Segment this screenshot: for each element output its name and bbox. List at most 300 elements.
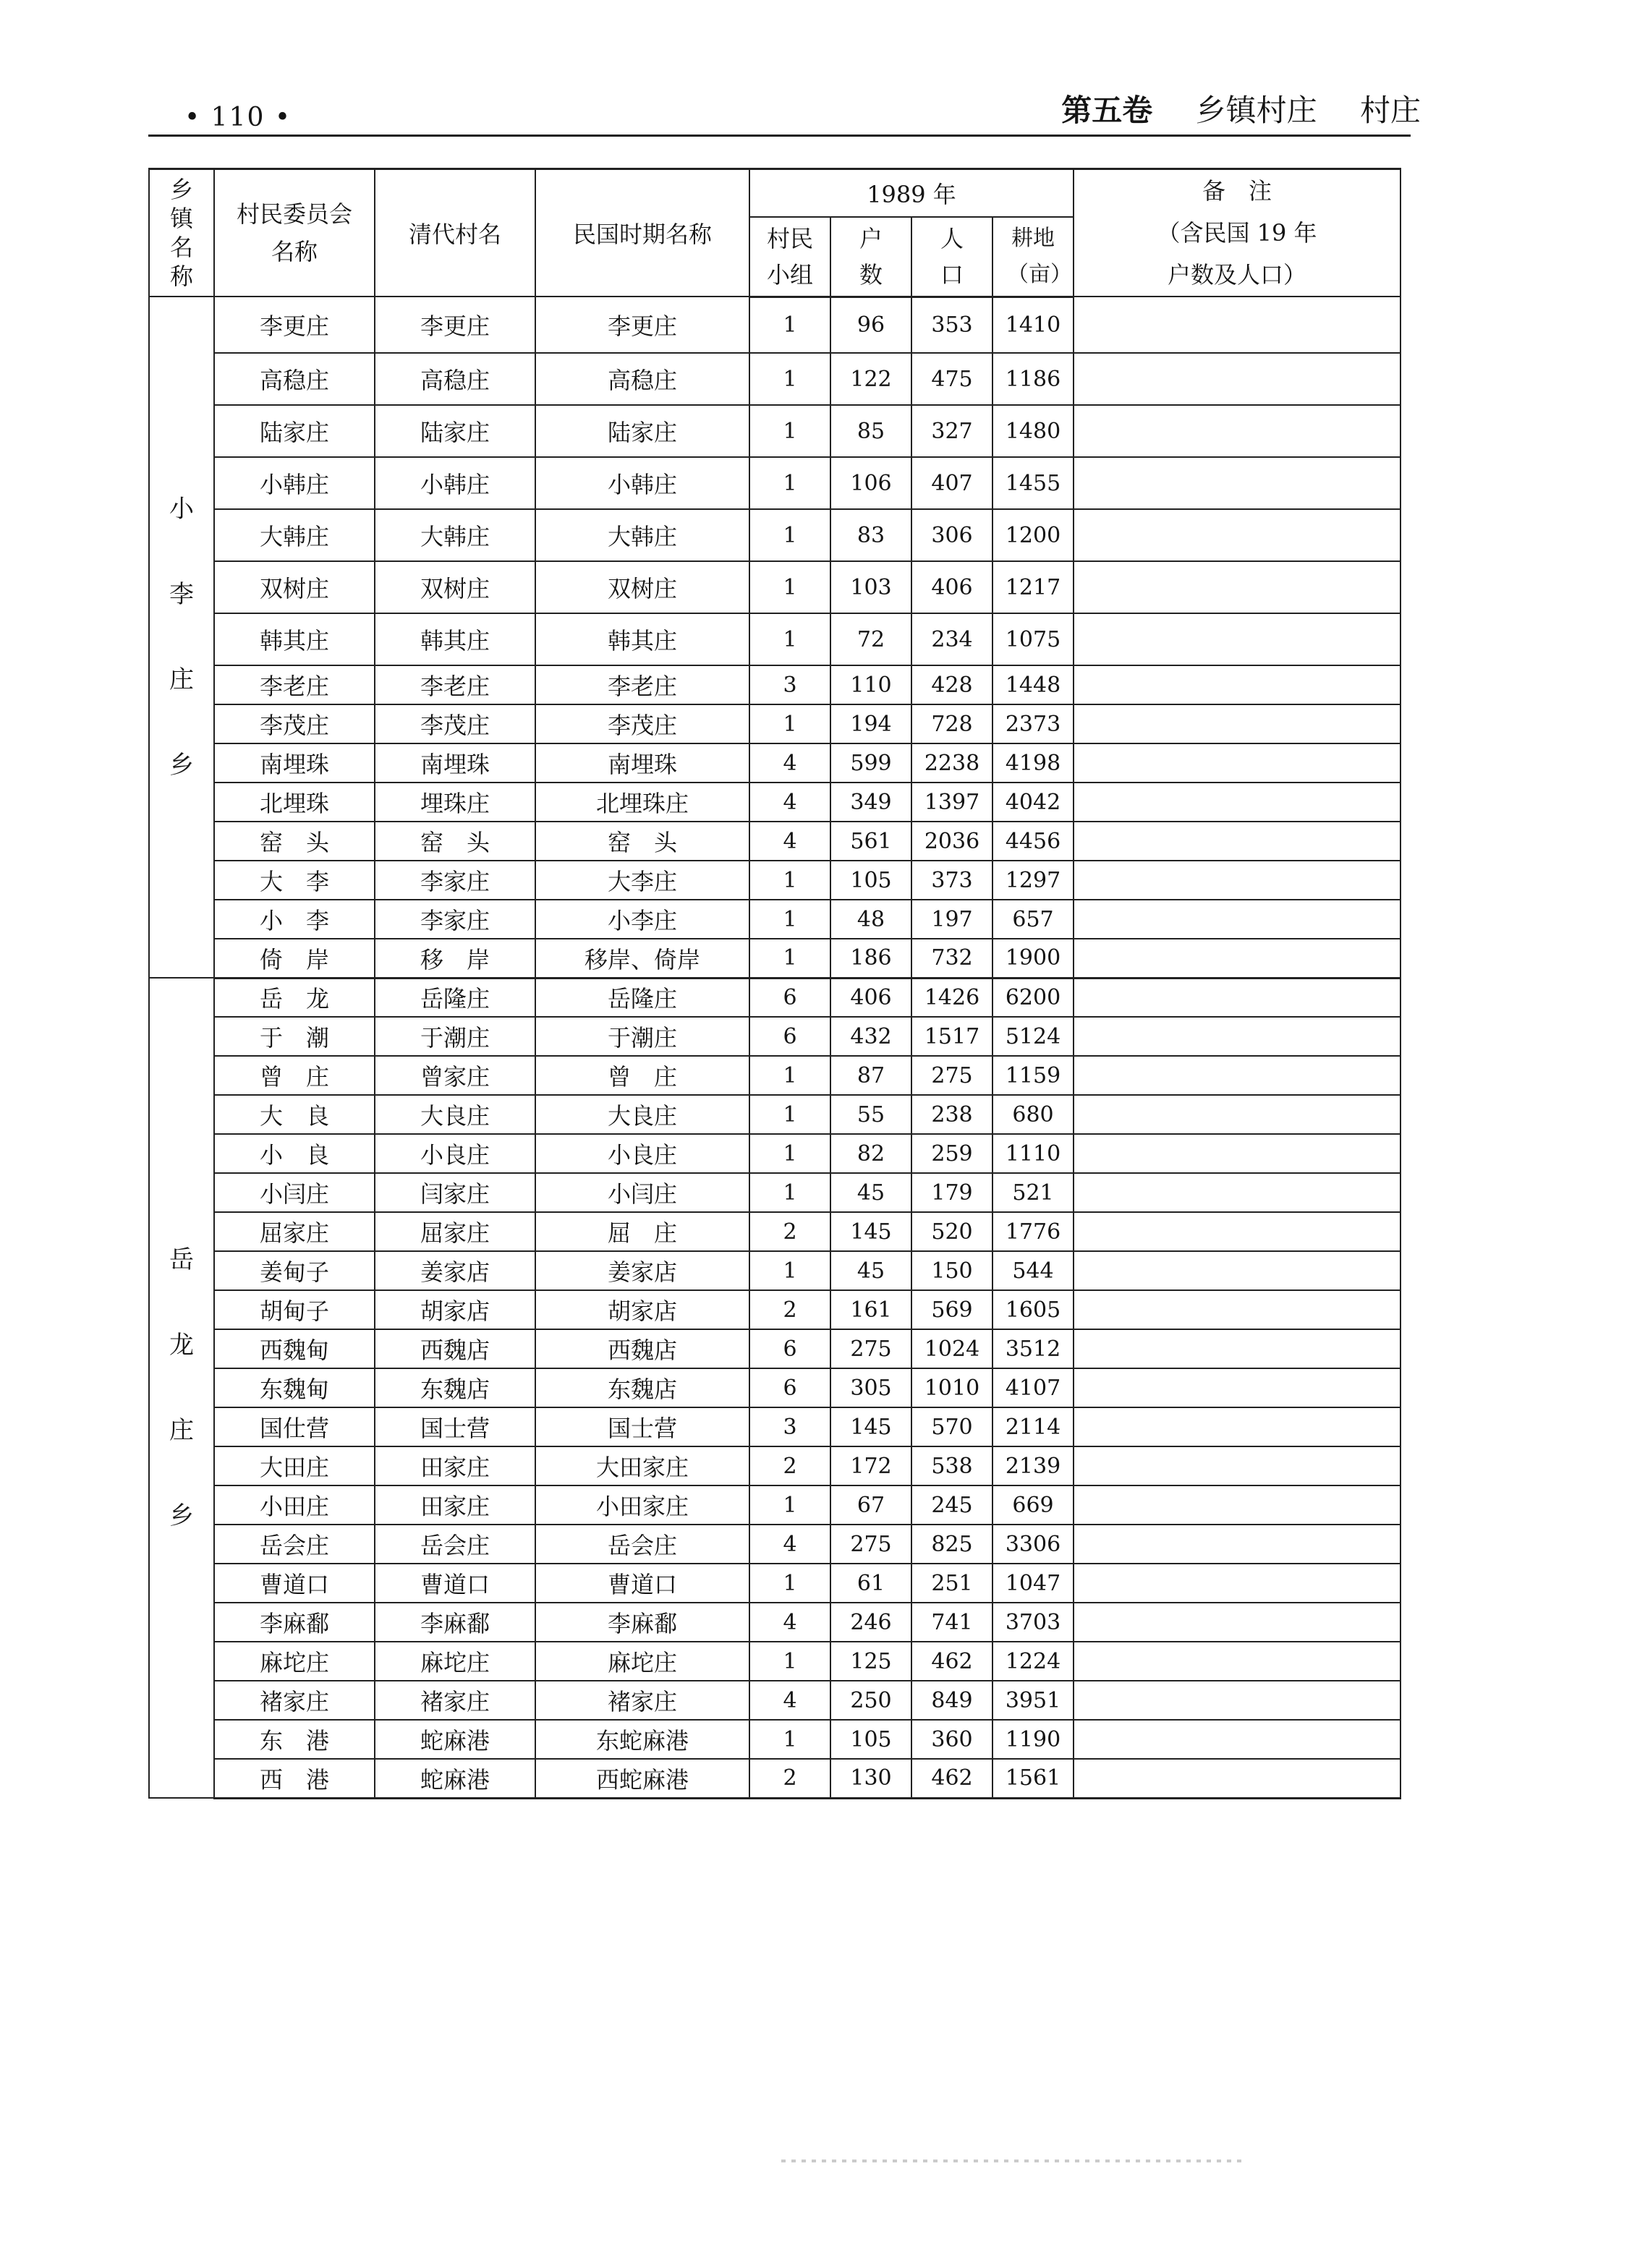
cell-minguo: 曹道口 <box>535 1564 749 1603</box>
table-row <box>149 822 1400 861</box>
table-row <box>149 861 1400 900</box>
cell-committee: 小闫庄 <box>214 1173 375 1212</box>
cell-qing: 闫家庄 <box>375 1173 535 1212</box>
cell-land: 1561 <box>992 1759 1074 1798</box>
cell-remarks <box>1074 1368 1400 1407</box>
cell-committee: 大田庄 <box>214 1446 375 1485</box>
cell-remarks <box>1074 822 1400 861</box>
cell-qing: 岳会庄 <box>375 1525 535 1564</box>
cell-committee: 西 港 <box>214 1759 375 1798</box>
cell-households: 161 <box>830 1290 911 1329</box>
cell-qing: 双树庄 <box>375 561 535 613</box>
cell-land: 4456 <box>992 822 1074 861</box>
cell-households: 145 <box>830 1407 911 1446</box>
cell-remarks <box>1074 861 1400 900</box>
cell-groups: 3 <box>749 665 830 704</box>
cell-households: 599 <box>830 743 911 783</box>
cell-minguo: 麻坨庄 <box>535 1642 749 1681</box>
cell-remarks <box>1074 297 1400 353</box>
cell-households: 250 <box>830 1681 911 1720</box>
table-row <box>149 1485 1400 1525</box>
cell-minguo: 小韩庄 <box>535 457 749 509</box>
cell-minguo: 于潮庄 <box>535 1017 749 1056</box>
cell-minguo: 姜家店 <box>535 1251 749 1290</box>
table-row <box>149 1446 1400 1485</box>
cell-qing: 埋珠庄 <box>375 783 535 822</box>
cell-households: 48 <box>830 900 911 939</box>
cell-minguo: 南埋珠 <box>535 743 749 783</box>
cell-groups: 1 <box>749 561 830 613</box>
cell-committee: 麻坨庄 <box>214 1642 375 1681</box>
cell-remarks <box>1074 1564 1400 1603</box>
cell-population: 570 <box>911 1407 992 1446</box>
table-row <box>149 743 1400 783</box>
cell-remarks <box>1074 1525 1400 1564</box>
cell-qing: 窑 头 <box>375 822 535 861</box>
header-minguo-name: 民国时期名称 <box>535 169 749 297</box>
cell-population: 306 <box>911 509 992 561</box>
cell-committee: 岳会庄 <box>214 1525 375 1564</box>
table-row <box>149 1290 1400 1329</box>
cell-remarks <box>1074 743 1400 783</box>
cell-committee: 李更庄 <box>214 297 375 353</box>
cell-households: 125 <box>830 1642 911 1681</box>
township-name <box>149 978 214 1798</box>
header-rule <box>148 135 1411 137</box>
cell-qing: 田家庄 <box>375 1485 535 1525</box>
cell-land: 1047 <box>992 1564 1074 1603</box>
cell-remarks <box>1074 1134 1400 1173</box>
cell-minguo: 李老庄 <box>535 665 749 704</box>
cell-groups: 1 <box>749 1564 830 1603</box>
cell-groups: 1 <box>749 613 830 665</box>
cell-groups: 4 <box>749 1603 830 1642</box>
cell-minguo: 李更庄 <box>535 297 749 353</box>
table-row <box>149 704 1400 743</box>
cell-groups: 2 <box>749 1290 830 1329</box>
table-row <box>149 353 1400 405</box>
cell-remarks <box>1074 978 1400 1017</box>
cell-population: 462 <box>911 1759 992 1798</box>
cell-population: 245 <box>911 1485 992 1525</box>
cell-qing: 姜家店 <box>375 1251 535 1290</box>
cell-population: 238 <box>911 1095 992 1134</box>
cell-committee: 小 良 <box>214 1134 375 1173</box>
cell-population: 2036 <box>911 822 992 861</box>
cell-qing: 小韩庄 <box>375 457 535 509</box>
cell-land: 1410 <box>992 297 1074 353</box>
cell-population: 538 <box>911 1446 992 1485</box>
cell-minguo: 东蛇麻港 <box>535 1720 749 1759</box>
cell-population: 259 <box>911 1134 992 1173</box>
cell-qing: 岳隆庄 <box>375 978 535 1017</box>
cell-qing: 麻坨庄 <box>375 1642 535 1681</box>
cell-households: 186 <box>830 939 911 978</box>
table-row <box>149 1251 1400 1290</box>
cell-land: 3512 <box>992 1329 1074 1368</box>
cell-committee: 东魏甸 <box>214 1368 375 1407</box>
cell-land: 1480 <box>992 405 1074 457</box>
table-row <box>149 1407 1400 1446</box>
cell-households: 106 <box>830 457 911 509</box>
cell-minguo: 岳会庄 <box>535 1525 749 1564</box>
cell-population: 1024 <box>911 1329 992 1368</box>
cell-households: 172 <box>830 1446 911 1485</box>
cell-remarks <box>1074 1329 1400 1368</box>
cell-land: 1217 <box>992 561 1074 613</box>
cell-minguo: 移岸、倚岸 <box>535 939 749 978</box>
cell-population: 741 <box>911 1603 992 1642</box>
cell-minguo: 小闫庄 <box>535 1173 749 1212</box>
cell-committee: 国仕营 <box>214 1407 375 1446</box>
cell-minguo: 东魏店 <box>535 1368 749 1407</box>
header-committee-label: 村民委员会名称 <box>236 200 352 265</box>
header-farmland <box>992 217 1074 297</box>
cell-households: 246 <box>830 1603 911 1642</box>
cell-population: 728 <box>911 704 992 743</box>
cell-remarks <box>1074 704 1400 743</box>
header-remarks-line2: （含民国 19 年 <box>1157 219 1317 247</box>
cell-minguo: 陆家庄 <box>535 405 749 457</box>
table-row <box>149 1603 1400 1642</box>
cell-population: 849 <box>911 1681 992 1720</box>
cell-remarks <box>1074 665 1400 704</box>
cell-population: 1517 <box>911 1017 992 1056</box>
header-year-1989: 1989 年 <box>749 169 1074 218</box>
cell-groups: 1 <box>749 1251 830 1290</box>
cell-groups: 1 <box>749 405 830 457</box>
section-title: 乡镇村庄 <box>1195 93 1317 128</box>
cell-groups: 1 <box>749 1173 830 1212</box>
cell-land: 1110 <box>992 1134 1074 1173</box>
cell-population: 520 <box>911 1212 992 1251</box>
table-row <box>149 1642 1400 1681</box>
cell-qing: 李麻鄱 <box>375 1603 535 1642</box>
cell-remarks <box>1074 613 1400 665</box>
cell-groups: 4 <box>749 783 830 822</box>
cell-minguo: 大李庄 <box>535 861 749 900</box>
cell-committee: 曾 庄 <box>214 1056 375 1095</box>
cell-remarks <box>1074 1290 1400 1329</box>
cell-committee: 陆家庄 <box>214 405 375 457</box>
cell-qing: 西魏店 <box>375 1329 535 1368</box>
cell-groups: 6 <box>749 1329 830 1368</box>
cell-minguo: 窑 头 <box>535 822 749 861</box>
cell-minguo: 大韩庄 <box>535 509 749 561</box>
cell-land: 1900 <box>992 939 1074 978</box>
page-number: • 110 • <box>184 103 292 132</box>
cell-remarks <box>1074 1251 1400 1290</box>
cell-remarks <box>1074 1173 1400 1212</box>
cell-remarks <box>1074 900 1400 939</box>
cell-land: 544 <box>992 1251 1074 1290</box>
cell-remarks <box>1074 353 1400 405</box>
header-township <box>149 169 214 297</box>
cell-committee: 姜甸子 <box>214 1251 375 1290</box>
township-name-label: 小李庄乡 <box>169 495 194 780</box>
cell-land: 2139 <box>992 1446 1074 1485</box>
cell-minguo: 小田家庄 <box>535 1485 749 1525</box>
table-row <box>149 1681 1400 1720</box>
cell-committee: 屈家庄 <box>214 1212 375 1251</box>
cell-committee: 岳 龙 <box>214 978 375 1017</box>
cell-qing: 屈家庄 <box>375 1212 535 1251</box>
cell-qing: 韩其庄 <box>375 613 535 665</box>
cell-remarks <box>1074 1681 1400 1720</box>
cell-households: 105 <box>830 1720 911 1759</box>
cell-population: 825 <box>911 1525 992 1564</box>
cell-qing: 蛇麻港 <box>375 1720 535 1759</box>
cell-land: 1190 <box>992 1720 1074 1759</box>
cell-groups: 6 <box>749 1368 830 1407</box>
cell-committee: 大 良 <box>214 1095 375 1134</box>
cell-committee: 双树庄 <box>214 561 375 613</box>
cell-land: 521 <box>992 1173 1074 1212</box>
header-population <box>911 217 992 297</box>
cell-groups: 2 <box>749 1212 830 1251</box>
cell-land: 1297 <box>992 861 1074 900</box>
cell-minguo: 李茂庄 <box>535 704 749 743</box>
cell-groups: 1 <box>749 297 830 353</box>
cell-land: 3306 <box>992 1525 1074 1564</box>
cell-population: 475 <box>911 353 992 405</box>
scan-artifact <box>781 2160 1244 2162</box>
cell-remarks <box>1074 509 1400 561</box>
cell-minguo: 韩其庄 <box>535 613 749 665</box>
cell-qing: 曹道口 <box>375 1564 535 1603</box>
header-farmland-label: 耕地（亩） <box>1007 225 1072 287</box>
township-name-label: 岳龙庄乡 <box>169 1245 194 1530</box>
cell-remarks <box>1074 1485 1400 1525</box>
table-row <box>149 1134 1400 1173</box>
cell-committee: 南埋珠 <box>214 743 375 783</box>
table-row <box>149 297 1400 353</box>
cell-committee: 李麻鄱 <box>214 1603 375 1642</box>
table-row <box>149 978 1400 1017</box>
table-row <box>149 1095 1400 1134</box>
cell-committee: 曹道口 <box>214 1564 375 1603</box>
cell-committee: 倚 岸 <box>214 939 375 978</box>
cell-population: 360 <box>911 1720 992 1759</box>
cell-groups: 1 <box>749 861 830 900</box>
cell-land: 3951 <box>992 1681 1074 1720</box>
cell-population: 275 <box>911 1056 992 1095</box>
cell-population: 462 <box>911 1642 992 1681</box>
cell-population: 732 <box>911 939 992 978</box>
cell-committee: 窑 头 <box>214 822 375 861</box>
cell-groups: 3 <box>749 1407 830 1446</box>
cell-households: 55 <box>830 1095 911 1134</box>
cell-land: 4042 <box>992 783 1074 822</box>
cell-land: 657 <box>992 900 1074 939</box>
cell-remarks <box>1074 1095 1400 1134</box>
village-register-table <box>148 168 1401 1799</box>
cell-committee: 小 李 <box>214 900 375 939</box>
table-row <box>149 1329 1400 1368</box>
table-row <box>149 1056 1400 1095</box>
township-name <box>149 297 214 978</box>
cell-remarks <box>1074 1446 1400 1485</box>
cell-qing: 大韩庄 <box>375 509 535 561</box>
cell-remarks <box>1074 1759 1400 1798</box>
cell-land: 1224 <box>992 1642 1074 1681</box>
cell-minguo: 高稳庄 <box>535 353 749 405</box>
cell-groups: 4 <box>749 1681 830 1720</box>
cell-committee: 韩其庄 <box>214 613 375 665</box>
cell-minguo: 屈 庄 <box>535 1212 749 1251</box>
cell-remarks <box>1074 783 1400 822</box>
cell-groups: 1 <box>749 353 830 405</box>
cell-population: 1397 <box>911 783 992 822</box>
cell-households: 275 <box>830 1525 911 1564</box>
cell-remarks <box>1074 405 1400 457</box>
cell-households: 432 <box>830 1017 911 1056</box>
cell-qing: 李家庄 <box>375 861 535 900</box>
cell-households: 406 <box>830 978 911 1017</box>
cell-land: 1159 <box>992 1056 1074 1095</box>
cell-land: 680 <box>992 1095 1074 1134</box>
cell-qing: 田家庄 <box>375 1446 535 1485</box>
cell-land: 3703 <box>992 1603 1074 1642</box>
cell-remarks <box>1074 1407 1400 1446</box>
cell-population: 353 <box>911 297 992 353</box>
cell-households: 61 <box>830 1564 911 1603</box>
cell-committee: 褚家庄 <box>214 1681 375 1720</box>
cell-households: 67 <box>830 1485 911 1525</box>
cell-remarks <box>1074 1720 1400 1759</box>
cell-qing: 陆家庄 <box>375 405 535 457</box>
cell-households: 82 <box>830 1134 911 1173</box>
cell-qing: 蛇麻港 <box>375 1759 535 1798</box>
cell-groups: 1 <box>749 900 830 939</box>
table-row <box>149 1525 1400 1564</box>
cell-groups: 1 <box>749 939 830 978</box>
header-remarks-line1: 备 注 <box>1202 177 1272 205</box>
cell-households: 105 <box>830 861 911 900</box>
table-row <box>149 405 1400 457</box>
cell-qing: 李茂庄 <box>375 704 535 743</box>
cell-minguo: 西魏店 <box>535 1329 749 1368</box>
cell-remarks <box>1074 939 1400 978</box>
cell-committee: 北埋珠 <box>214 783 375 822</box>
cell-qing: 高稳庄 <box>375 353 535 405</box>
cell-minguo: 西蛇麻港 <box>535 1759 749 1798</box>
cell-households: 349 <box>830 783 911 822</box>
cell-groups: 1 <box>749 1056 830 1095</box>
cell-qing: 小良庄 <box>375 1134 535 1173</box>
cell-land: 4198 <box>992 743 1074 783</box>
cell-minguo: 胡家店 <box>535 1290 749 1329</box>
cell-population: 234 <box>911 613 992 665</box>
cell-land: 1186 <box>992 353 1074 405</box>
cell-households: 96 <box>830 297 911 353</box>
subsection-title: 村庄 <box>1359 93 1421 128</box>
volume-title: 第五卷 <box>1061 93 1153 128</box>
table-row <box>149 665 1400 704</box>
cell-households: 194 <box>830 704 911 743</box>
cell-groups: 4 <box>749 743 830 783</box>
cell-groups: 2 <box>749 1759 830 1798</box>
cell-population: 179 <box>911 1173 992 1212</box>
cell-households: 110 <box>830 665 911 704</box>
cell-qing: 移 岸 <box>375 939 535 978</box>
cell-groups: 4 <box>749 822 830 861</box>
cell-groups: 1 <box>749 509 830 561</box>
cell-households: 305 <box>830 1368 911 1407</box>
cell-qing: 大良庄 <box>375 1095 535 1134</box>
cell-committee: 于 潮 <box>214 1017 375 1056</box>
cell-qing: 李更庄 <box>375 297 535 353</box>
header-committee <box>214 169 375 297</box>
cell-land: 4107 <box>992 1368 1074 1407</box>
cell-groups: 6 <box>749 1017 830 1056</box>
cell-qing: 胡家店 <box>375 1290 535 1329</box>
cell-committee: 大韩庄 <box>214 509 375 561</box>
cell-minguo: 褚家庄 <box>535 1681 749 1720</box>
cell-households: 85 <box>830 405 911 457</box>
cell-land: 1605 <box>992 1290 1074 1329</box>
running-header <box>1061 87 1421 130</box>
table-row <box>149 1720 1400 1759</box>
cell-land: 1448 <box>992 665 1074 704</box>
register-body <box>149 297 1400 1798</box>
cell-remarks <box>1074 1056 1400 1095</box>
cell-remarks <box>1074 1212 1400 1251</box>
cell-committee: 李老庄 <box>214 665 375 704</box>
cell-population: 1010 <box>911 1368 992 1407</box>
cell-households: 130 <box>830 1759 911 1798</box>
cell-minguo: 小李庄 <box>535 900 749 939</box>
header-township-label: 乡镇名称 <box>169 176 193 290</box>
header-groups-label: 村民小组 <box>766 224 813 289</box>
table-row <box>149 561 1400 613</box>
cell-population: 373 <box>911 861 992 900</box>
cell-groups: 1 <box>749 1642 830 1681</box>
cell-groups: 4 <box>749 1525 830 1564</box>
cell-land: 2373 <box>992 704 1074 743</box>
cell-remarks <box>1074 561 1400 613</box>
cell-households: 72 <box>830 613 911 665</box>
cell-groups: 1 <box>749 1720 830 1759</box>
table-row <box>149 783 1400 822</box>
cell-committee: 大 李 <box>214 861 375 900</box>
table-row <box>149 509 1400 561</box>
cell-minguo: 北埋珠庄 <box>535 783 749 822</box>
table-row <box>149 900 1400 939</box>
cell-minguo: 大良庄 <box>535 1095 749 1134</box>
cell-committee: 西魏甸 <box>214 1329 375 1368</box>
cell-land: 1075 <box>992 613 1074 665</box>
cell-qing: 李老庄 <box>375 665 535 704</box>
cell-minguo: 岳隆庄 <box>535 978 749 1017</box>
cell-qing: 南埋珠 <box>375 743 535 783</box>
cell-households: 145 <box>830 1212 911 1251</box>
cell-qing: 曾家庄 <box>375 1056 535 1095</box>
cell-households: 83 <box>830 509 911 561</box>
cell-households: 103 <box>830 561 911 613</box>
cell-population: 428 <box>911 665 992 704</box>
table-row <box>149 1759 1400 1798</box>
cell-population: 150 <box>911 1251 992 1290</box>
cell-land: 1455 <box>992 457 1074 509</box>
cell-households: 45 <box>830 1251 911 1290</box>
cell-households: 45 <box>830 1173 911 1212</box>
cell-households: 87 <box>830 1056 911 1095</box>
header-remarks-line3: 户数及人口） <box>1167 261 1306 289</box>
cell-groups: 1 <box>749 1134 830 1173</box>
cell-qing: 褚家庄 <box>375 1681 535 1720</box>
cell-land: 5124 <box>992 1017 1074 1056</box>
